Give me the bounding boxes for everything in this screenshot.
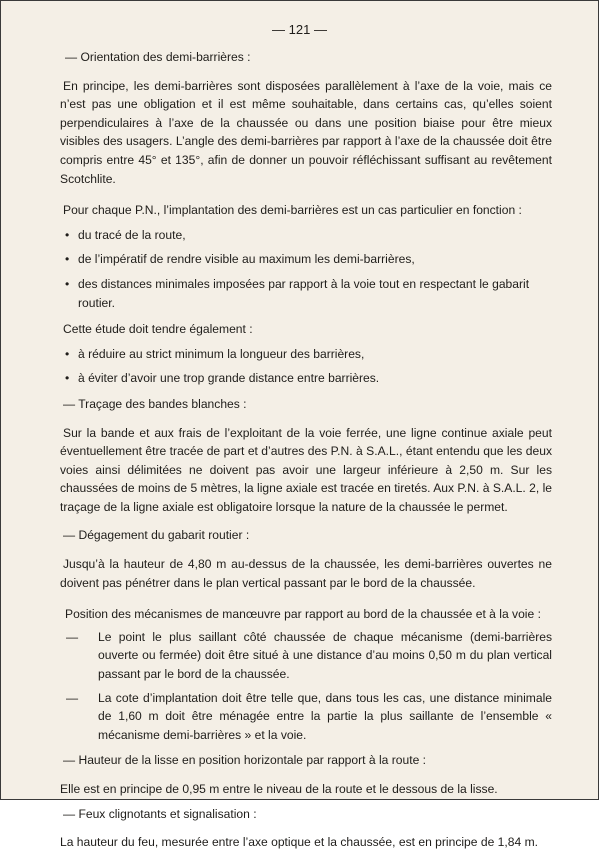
paragraph-position-mecanismes: Position des mécanismes de manœuvre par rapport au bord de la chaussée et à la voie : bbox=[65, 607, 541, 622]
paragraph-orientation bbox=[60, 77, 552, 189]
section-heading-orientation: — Orientation des demi-barrières : bbox=[65, 50, 251, 64]
section-heading-tracage: — Traçage des bandes blanches : bbox=[63, 396, 247, 411]
paragraph-tracage bbox=[60, 424, 552, 517]
paragraph-degagement bbox=[60, 555, 552, 592]
list-item: • des distances minimales imposées par rapport à la voie tout en respectant le gabarit routier. bbox=[65, 275, 552, 312]
section-heading-hauteur-lisse: — Hauteur de la lisse en position horizontale par rapport à la route : bbox=[63, 753, 427, 768]
page-number: — 121 — bbox=[272, 22, 327, 37]
list-item: — La cote d’implantation doit être telle que, dans tous les cas, une distance minimale de 1,60 m doit être ménagée entre la partie la plus saillante de l’ensemble « mécanisme demi-barrières » et la voie. bbox=[66, 689, 552, 745]
list-item: • du tracé de la route, bbox=[65, 226, 552, 245]
bullet-list-implantation bbox=[60, 226, 552, 312]
dash-list-mecanismes bbox=[60, 628, 552, 745]
paragraph-implantation: Pour chaque P.N., l’implantation des demi-barrières est un cas particulier en fonction : bbox=[63, 203, 522, 218]
paragraph-feux: La hauteur du feu, mesurée entre l’axe optique et la chaussée, est en principe de 1,84 m. bbox=[60, 835, 539, 850]
page-content bbox=[60, 48, 552, 852]
list-item: • à réduire au strict minimum la longueur des barrières, bbox=[65, 345, 552, 364]
paragraph-tracage-text: Sur la bande et aux frais de l’exploitant de la voie ferrée, une ligne continue axiale peut éventuellement être tracée de part et d’autres des P.N. à S.A.L., étant entendu que les deux voies ainsi délimitées ne doivent pas avoir une largeur inférieure à 2,50 m. Sur les chaussées de moins de 5 mètres, la ligne axiale est tracée en tiretés. Aux P.N. à S.A.L. 2, le traçage de la ligne axiale est obligatoire lorsque la nature de la chaussée le permet. bbox=[60, 425, 552, 514]
list-item: • à éviter d’avoir une trop grande distance entre barrières. bbox=[65, 369, 552, 388]
list-item: • de l’impératif de rendre visible au maximum les demi-barrières, bbox=[65, 250, 552, 269]
paragraph-etude: Cette étude doit tendre également : bbox=[63, 322, 253, 337]
section-heading-feux: — Feux clignotants et signalisation : bbox=[63, 806, 257, 821]
paragraph-orientation-text: En principe, les demi-barrières sont disposées parallèlement à l’axe de la voie, mais ce n’est pas une obligation et il est même souhaitable, dans certains cas, qu’elles soient perpendiculaires à l’axe de la chaussée ou dans une position biaise pour être mieux visibles des usagers. L’angle des demi-barrières par rapport à l’axe de la chaussée doit être compris entre 45° et 135°, afin de donner un pouvoir réfléchissant suffisant au revêtement Scotchlite. bbox=[60, 78, 552, 186]
list-item: — Le point le plus saillant côté chaussée de chaque mécanisme (demi-barrières ouverte ou fermée) doit être situé à une distance d’au moins 0,50 m du plan vertical passant par le bord de la chaussée. bbox=[66, 628, 552, 684]
paragraph-hauteur-lisse: Elle est en principe de 0,95 m entre le niveau de la route et le dessous de la lisse. bbox=[60, 782, 498, 796]
bullet-list-etude bbox=[60, 345, 552, 388]
paragraph-degagement-text: Jusqu’à la hauteur de 4,80 m au-dessus de la chaussée, les demi-barrières ouvertes ne doivent pas pénétrer dans le plan vertical passant par le bord de la chaussée. bbox=[60, 557, 552, 590]
section-heading-degagement: — Dégagement du gabarit routier : bbox=[63, 528, 250, 543]
